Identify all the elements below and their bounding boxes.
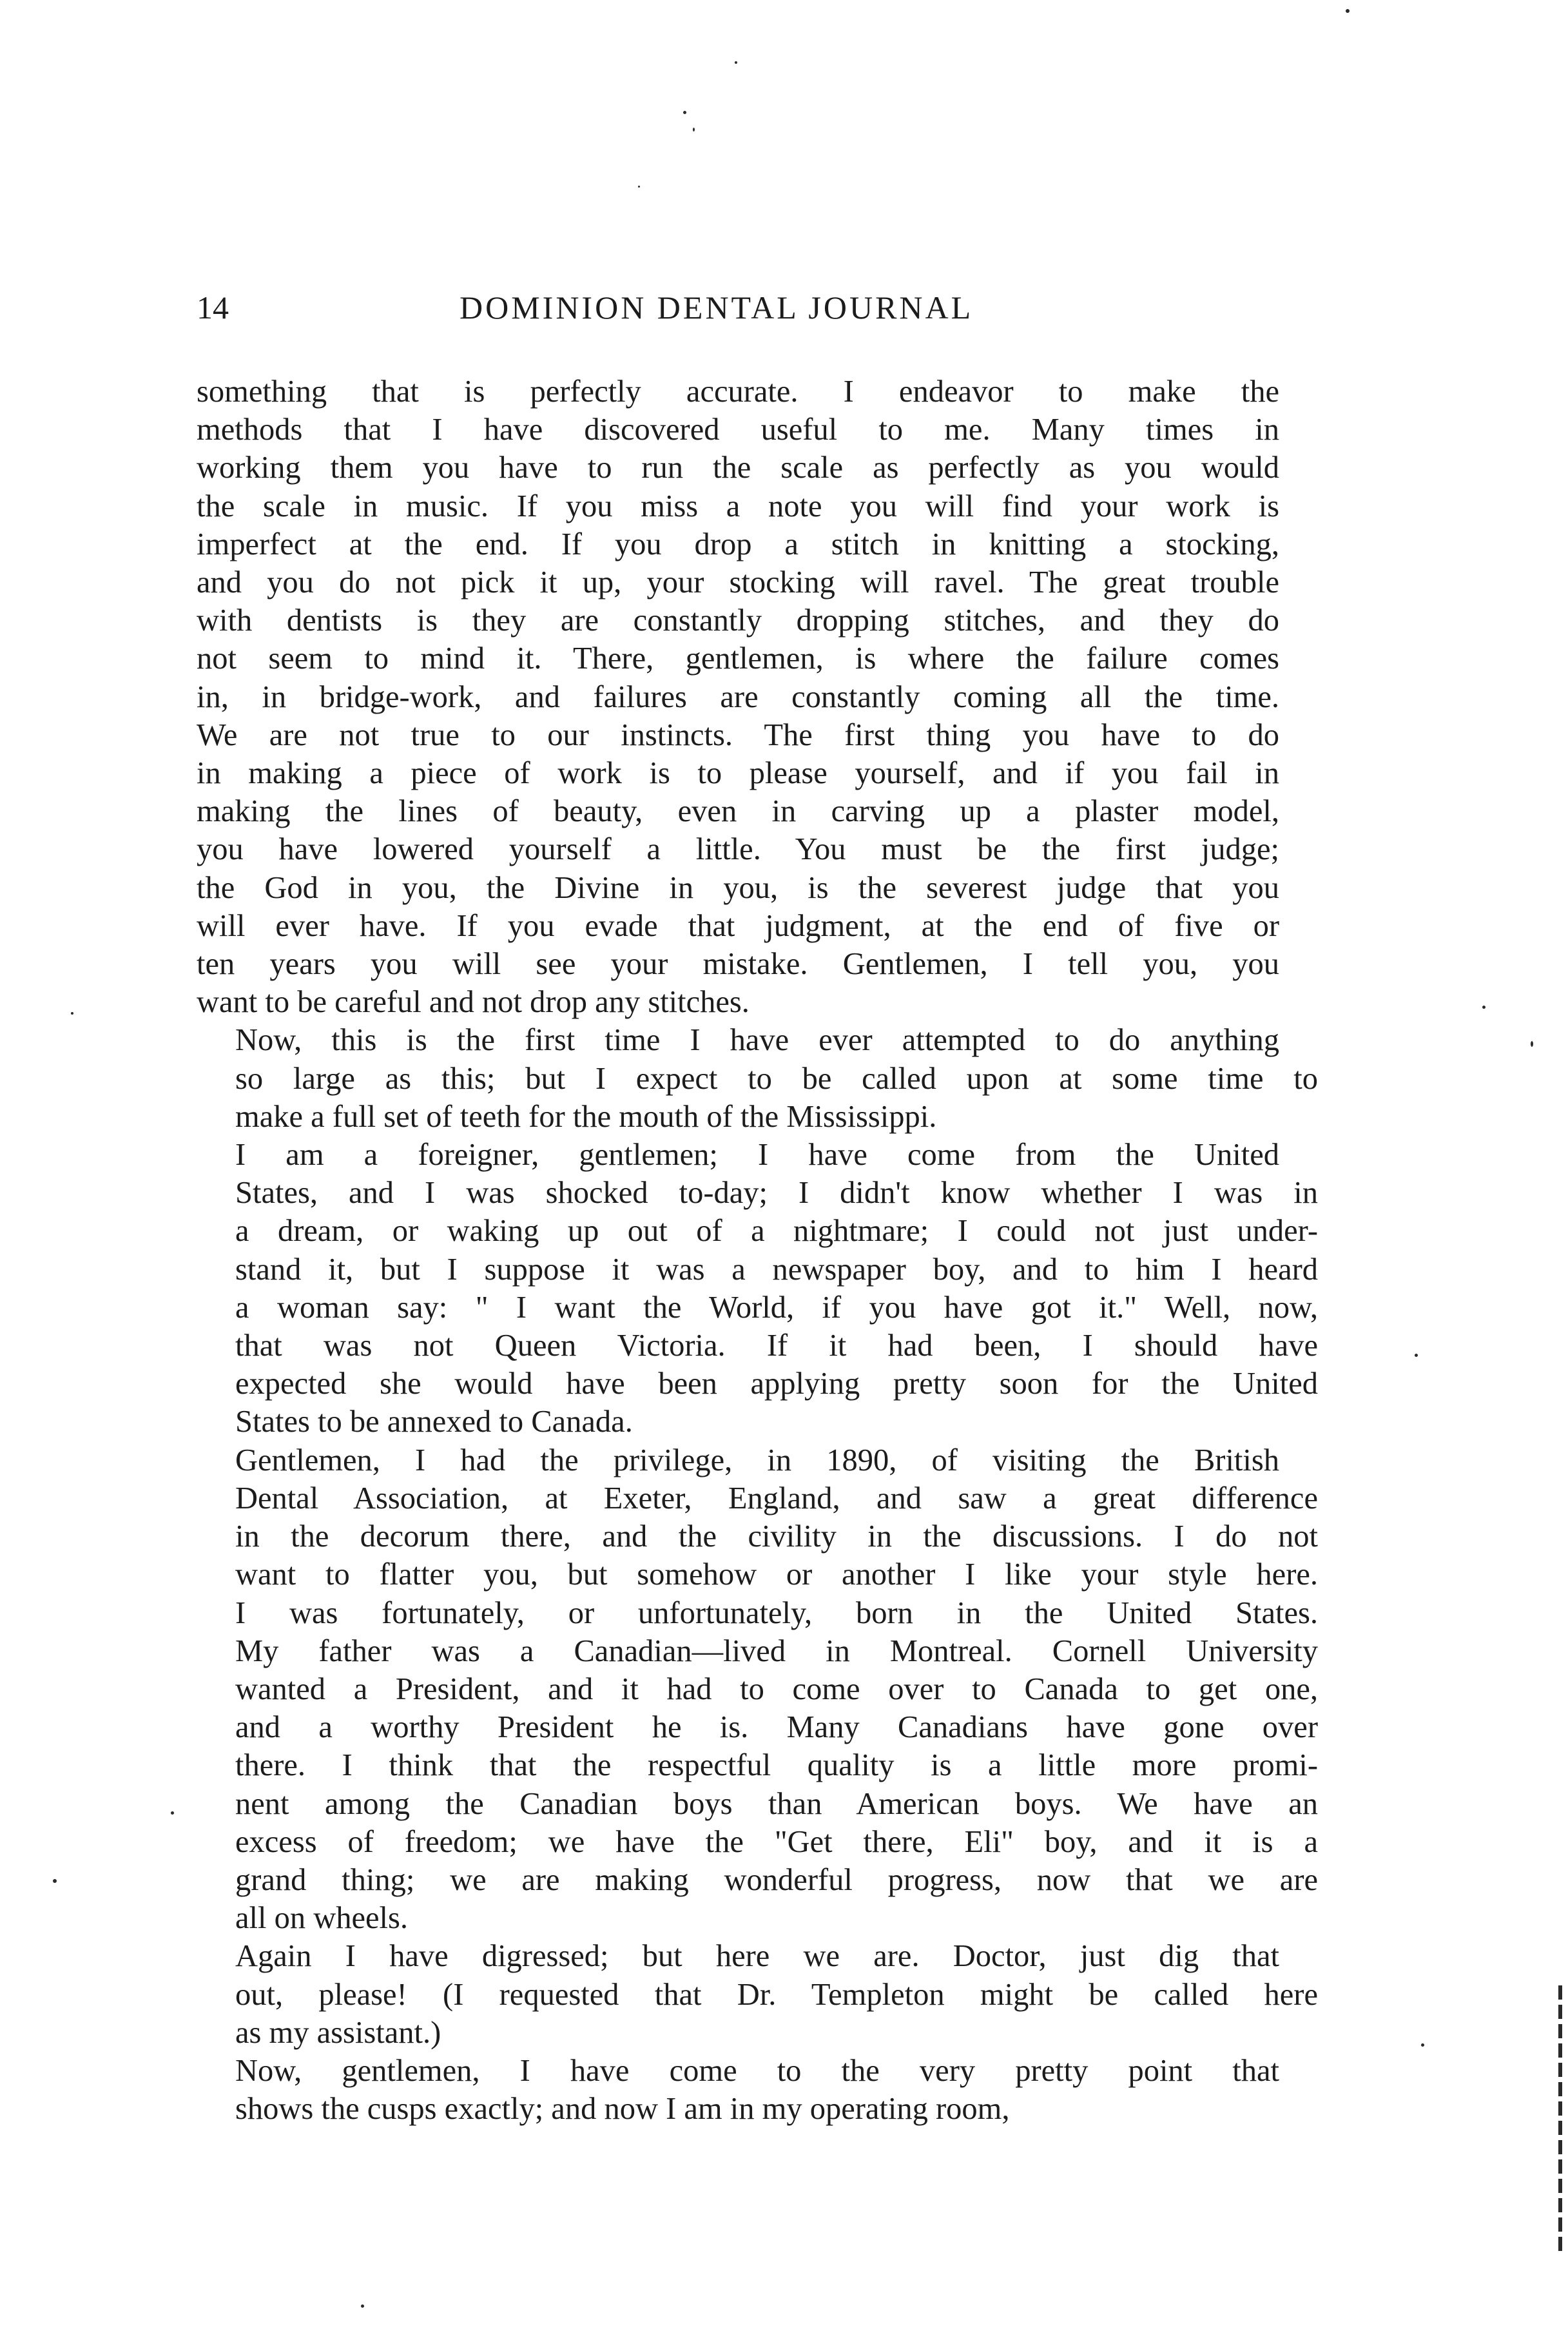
scan-speck <box>638 186 640 188</box>
text-line: Gentlemen, I had the privilege, in 1890, of visiting the British <box>235 1443 1279 1477</box>
paragraph <box>197 373 1279 1021</box>
scan-speck <box>171 1811 174 1815</box>
text-line: with dentists is they are constantly dropping stitches, and they do <box>197 603 1279 638</box>
text-line: wanted a President, and it had to come over to Canada to get one, <box>235 1671 1318 1706</box>
scan-speck <box>683 111 686 114</box>
scan-speck <box>1482 1006 1486 1009</box>
text-line: making the lines of beauty, even in carving up a plaster model, <box>197 794 1279 829</box>
text-line: all on wheels. <box>235 1901 409 1936</box>
text-line: the scale in music. If you miss a note you will find your work is <box>197 489 1279 523</box>
text-line: make a full set of teeth for the mouth of the Mississippi. <box>235 1099 937 1134</box>
text-line: imperfect at the end. If you drop a stitch in knitting a stocking, <box>197 527 1279 561</box>
text-line: excess of freedom; we have the "Get there, Eli" boy, and it is a <box>235 1824 1318 1859</box>
scan-speck <box>1421 2043 1424 2047</box>
text-line: the God in you, the Divine in you, is the severest judge that you <box>197 870 1279 905</box>
text-line: shows the cusps exactly; and now I am in my operating room, <box>235 2092 1010 2127</box>
scan-speck <box>361 2304 364 2308</box>
body-text <box>197 373 1318 2128</box>
text-line: working them you have to run the scale as perfectly as you would <box>197 451 1279 485</box>
text-line: want to flatter you, but somehow or another I like your style here. <box>235 1557 1318 1592</box>
text-line: and you do not pick it up, your stocking will ravel. The great trouble <box>197 565 1279 600</box>
scan-speck <box>693 128 695 132</box>
journal-title: DOMINION DENTAL JOURNAL <box>460 289 974 326</box>
running-head <box>197 285 1279 330</box>
scan-speck <box>735 61 737 64</box>
text-line: grand thing; we are making wonderful progress, now that we are <box>235 1862 1318 1897</box>
text-line: States to be annexed to Canada. <box>235 1405 633 1439</box>
text-line: out, please! (I requested that Dr. Templeton might be called here <box>235 1977 1318 2012</box>
scan-speck <box>1415 1354 1418 1357</box>
text-line: nent among the Canadian boys than American boys. We have an <box>235 1786 1318 1821</box>
text-line: not seem to mind it. There, gentlemen, is where the failure comes <box>197 641 1279 676</box>
text-line: there. I think that the respectful quality is a little more promi- <box>235 1748 1318 1783</box>
page-number: 14 <box>197 289 229 326</box>
paragraph <box>197 2052 1279 2128</box>
text-line: I am a foreigner, gentlemen; I have come from the United <box>235 1138 1279 1173</box>
scan-speck <box>71 1012 73 1015</box>
paragraph <box>197 1136 1318 1441</box>
text-line: in the decorum there, and the civility in the discussions. I do not <box>235 1519 1318 1554</box>
paragraph <box>197 1021 1318 1136</box>
text-line: will ever have. If you evade that judgment, at the end of five or <box>197 908 1279 943</box>
text-line: in making a piece of work is to please yourself, and if you fail in <box>197 756 1279 791</box>
text-line: expected she would have been applying pretty soon for the United <box>235 1367 1318 1401</box>
text-line: a dream, or waking up out of a nightmare; I could not just under- <box>235 1214 1318 1249</box>
text-line: Dental Association, at Exeter, England, and saw a great difference <box>235 1481 1318 1515</box>
scan-speck <box>1346 9 1350 13</box>
text-line: Now, gentlemen, I have come to the very pretty point that <box>235 2053 1279 2088</box>
text-line: My father was a Canadian—lived in Montreal. Cornell University <box>235 1633 1318 1668</box>
paragraph <box>197 1937 1318 2052</box>
text-line: I was fortunately, or unfortunately, born in the United States. <box>235 1595 1318 1630</box>
text-line: a woman say: " I want the World, if you have got it." Well, now, <box>235 1290 1318 1325</box>
text-line: want to be careful and not drop any stitches. <box>197 985 750 1020</box>
text-line: that was not Queen Victoria. If it had been, I should have <box>235 1329 1318 1363</box>
text-line: you have lowered yourself a little. You must be the first judge; <box>197 832 1279 867</box>
text-line: Again I have digressed; but here we are. Doctor, just dig that <box>235 1939 1279 1974</box>
paragraph <box>197 1441 1318 1938</box>
text-line: ten years you will see your mistake. Gentlemen, I tell you, you <box>197 947 1279 982</box>
scan-speck <box>1531 1041 1533 1047</box>
text-line: something that is perfectly accurate. I endeavor to make the <box>197 375 1279 409</box>
text-line: stand it, but I suppose it was a newspaper boy, and to him I heard <box>235 1252 1318 1287</box>
text-line: and a worthy President he is. Many Canadians have gone over <box>235 1710 1318 1745</box>
scan-edge-mark <box>1558 1985 1562 2256</box>
text-line: States, and I was shocked to-day; I didn't know whether I was in <box>235 1176 1318 1211</box>
text-line: methods that I have discovered useful to me. Many times in <box>197 413 1279 447</box>
text-line: We are not true to our instincts. The first thing you have to do <box>197 717 1279 752</box>
scan-speck <box>53 1879 57 1883</box>
text-line: Now, this is the first time I have ever attempted to do anything <box>235 1023 1279 1058</box>
text-line: so large as this; but I expect to be called upon at some time to <box>235 1061 1318 1096</box>
text-line: in, in bridge-work, and failures are constantly coming all the time. <box>197 679 1279 714</box>
text-line: as my assistant.) <box>235 2015 441 2050</box>
